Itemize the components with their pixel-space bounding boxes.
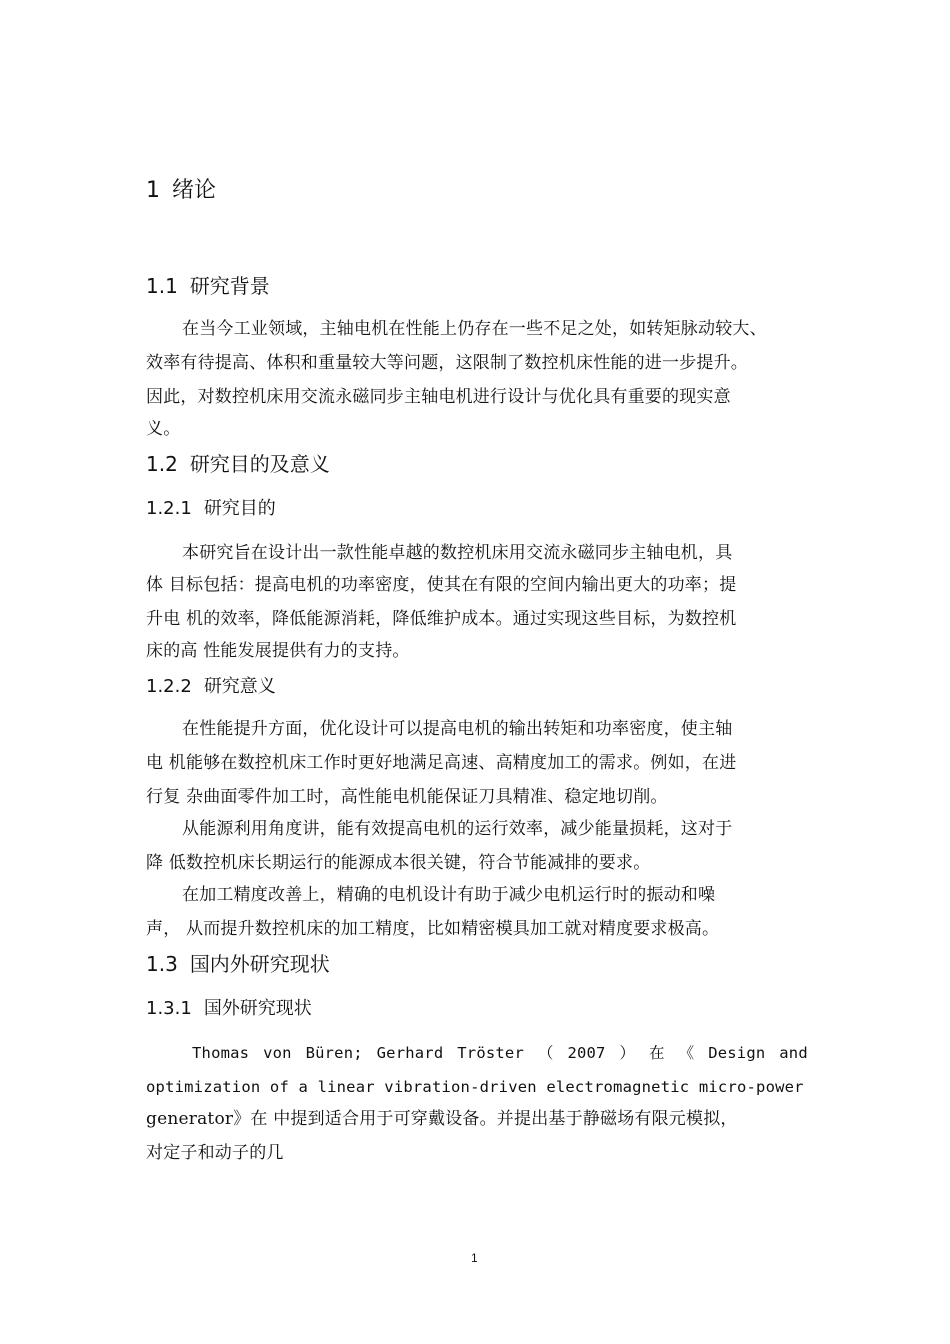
- word: 《: [678, 1044, 695, 1062]
- foreign-line-2: optimization of a linear vibration-driven electromagnetic micro-power: [146, 1078, 804, 1096]
- section-title: 国外研究现状: [203, 998, 312, 1019]
- purpose-line-2: 体 目标包括：提高电机的功率密度，使其在有限的空间内输出更大的功率；提: [146, 575, 737, 595]
- section-title: 研究目的及意义: [189, 452, 330, 476]
- background-line-3: 因此，对数控机床用交流永磁同步主轴电机进行设计与优化具有重要的现实意: [146, 387, 731, 407]
- section-number: 1.1: [146, 274, 178, 298]
- word: von: [263, 1044, 292, 1062]
- background-line-2: 效率有待提高、体积和重量较大等问题，这限制了数控机床性能的进一步提升。: [146, 353, 748, 373]
- section-number: 1.3.1: [146, 998, 192, 1019]
- section-number: 1.3: [146, 952, 178, 976]
- significance-2-line-2: 降 低数控机床长期运行的能源成本很关键，符合节能减排的要求。: [146, 853, 651, 873]
- word: Thomas: [192, 1044, 250, 1062]
- chapter-number: 1: [146, 178, 160, 203]
- word: ）: [619, 1044, 636, 1062]
- section-heading-1-2: [146, 450, 330, 478]
- section-title: 研究背景: [189, 274, 270, 298]
- word: 在: [649, 1044, 665, 1062]
- foreign-line-3: generator》在 中提到适合用于可穿戴设备。并提出基于静磁场有限元模拟，: [146, 1109, 738, 1129]
- section-number: 1.2.1: [146, 498, 192, 519]
- purpose-line-4: 床的高 性能发展提供有力的支持。: [146, 641, 410, 661]
- significance-1-line-2: 电 机能够在数控机床工作时更好地满足高速、高精度加工的需求。例如，在进: [146, 753, 737, 773]
- word: Büren;: [305, 1044, 363, 1062]
- purpose-line-1: 本研究旨在设计出一款性能卓越的数控机床用交流永磁同步主轴电机，具: [182, 543, 733, 563]
- background-line-4: 义。: [146, 419, 181, 439]
- significance-1-line-1: 在性能提升方面，优化设计可以提高电机的输出转矩和功率密度，使主轴: [182, 719, 733, 739]
- section-title: 研究意义: [203, 676, 276, 697]
- page-number: 1: [471, 1251, 478, 1265]
- section-heading-1-1: [146, 272, 270, 300]
- significance-3-line-1: 在加工精度改善上，精确的电机设计有助于减少电机运行时的振动和噪: [182, 885, 716, 905]
- section-heading-1-3-1: [146, 996, 312, 1022]
- chapter-heading: [146, 176, 216, 206]
- word: and: [779, 1044, 808, 1062]
- word: Design: [708, 1044, 766, 1062]
- section-number: 1.2: [146, 452, 178, 476]
- purpose-line-3: 升电 机的效率，降低能源消耗，降低维护成本。通过实现这些目标，为数控机: [146, 609, 737, 629]
- background-line-1: 在当今工业领域，主轴电机在性能上仍存在一些不足之处，如转矩脉动较大、: [182, 319, 767, 339]
- significance-1-line-3: 行复 杂曲面零件加工时，高性能电机能保证刀具精准、稳定地切削。: [146, 787, 668, 807]
- foreign-line-4: 对定子和动子的几: [146, 1143, 284, 1163]
- word: （: [537, 1044, 554, 1062]
- word: 2007: [567, 1044, 606, 1062]
- word: Tröster: [457, 1044, 524, 1062]
- section-heading-1-3: [146, 950, 330, 978]
- section-title: 研究目的: [203, 498, 276, 519]
- significance-2-line-1: 从能源利用角度讲，能有效提高电机的运行效率，减少能量损耗，这对于: [182, 819, 733, 839]
- significance-3-line-2: 声， 从而提升数控机床的加工精度，比如精密模具加工就对精度要求极高。: [146, 919, 720, 939]
- section-heading-1-2-2: [146, 674, 276, 700]
- chapter-title: 绪论: [172, 178, 217, 203]
- foreign-line-1: [146, 1040, 808, 1066]
- section-title: 国内外研究现状: [189, 952, 330, 976]
- section-heading-1-2-1: [146, 496, 276, 522]
- section-number: 1.2.2: [146, 676, 192, 697]
- word: Gerhard: [376, 1044, 444, 1062]
